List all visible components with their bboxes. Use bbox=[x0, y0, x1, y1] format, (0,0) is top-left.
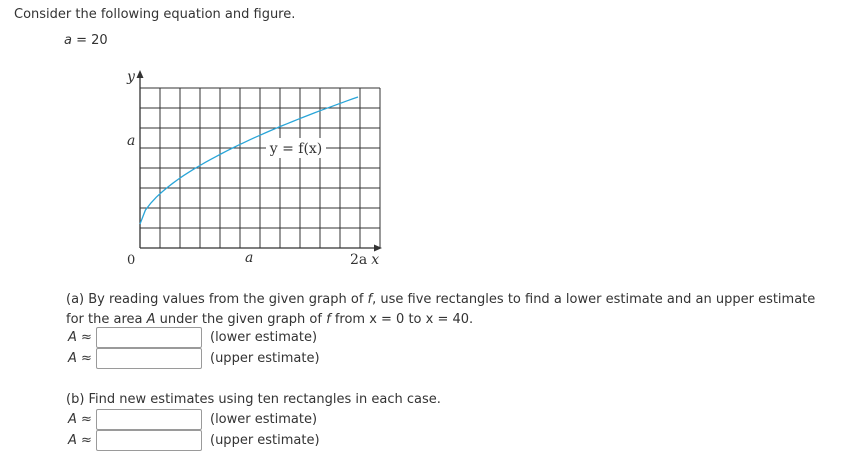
approx-label: A ≈ bbox=[68, 432, 92, 448]
x-tick-label-2a: 2a x bbox=[350, 252, 380, 268]
y-axis-label: y bbox=[127, 69, 135, 85]
origin-label: 0 bbox=[127, 253, 136, 268]
upper-estimate-label: (upper estimate) bbox=[210, 432, 320, 448]
part-a-lower-estimate-input[interactable] bbox=[96, 327, 202, 348]
x-axis-arrow-icon bbox=[374, 245, 382, 252]
function-curve bbox=[140, 97, 358, 224]
curve-label: y = f(x) bbox=[269, 141, 323, 157]
problem-intro: Consider the following equation and figure. bbox=[14, 7, 296, 22]
equation bbox=[64, 33, 108, 48]
approx-label: A ≈ bbox=[68, 350, 92, 366]
y-axis-arrow-icon bbox=[137, 70, 144, 78]
part-b-upper-row bbox=[68, 430, 320, 450]
equation-variable: a bbox=[64, 33, 72, 48]
approx-label: A ≈ bbox=[68, 329, 92, 345]
graph-grid bbox=[140, 88, 380, 248]
part-a-upper-estimate-input[interactable] bbox=[96, 348, 202, 369]
part-a-upper-row bbox=[68, 348, 320, 368]
part-b-lower-row bbox=[68, 409, 317, 429]
y-tick-label-a: a bbox=[127, 133, 136, 149]
approx-label: A ≈ bbox=[68, 411, 92, 427]
equation-value: = 20 bbox=[71, 33, 108, 48]
upper-estimate-label: (upper estimate) bbox=[210, 350, 320, 366]
lower-estimate-label: (lower estimate) bbox=[210, 329, 318, 345]
lower-estimate-label: (lower estimate) bbox=[210, 411, 318, 427]
part-b-question: (b) Find new estimates using ten rectangles in each case. bbox=[66, 392, 441, 407]
part-b-lower-estimate-input[interactable] bbox=[96, 409, 202, 430]
part-a-question: (a) By reading values from the given graph of f, use five rectangles to find a lower estimate and an upper estimate for the area A under the given graph of f from x = 0 to x = 40. bbox=[66, 292, 816, 327]
x-tick-label-a: a bbox=[245, 250, 254, 266]
function-graph-figure bbox=[118, 66, 388, 275]
part-b-upper-estimate-input[interactable] bbox=[96, 430, 202, 451]
part-a-lower-row bbox=[68, 327, 317, 347]
